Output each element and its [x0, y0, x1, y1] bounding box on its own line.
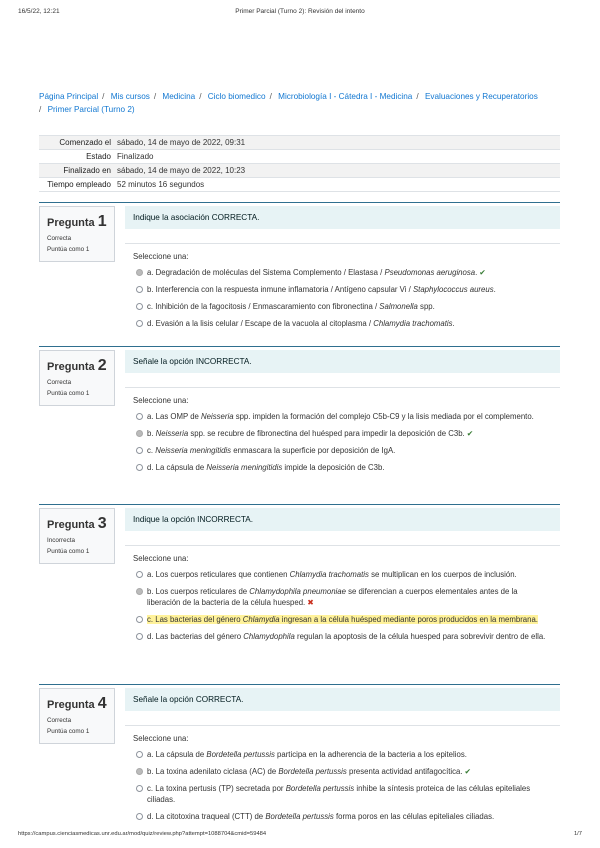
question-state: Incorrecta: [47, 537, 75, 544]
question-state: Correcta: [47, 379, 72, 386]
summary-row: [39, 136, 560, 150]
print-footer: [0, 831, 600, 843]
answer-option[interactable]: c. La toxina pertusis (TP) secretada por Bordetella pertussis inhibe la síntesis proteica de las células epiteliales ciliadas.: [133, 783, 552, 805]
question-number: Pregunta 2: [47, 357, 107, 374]
radio[interactable]: [136, 633, 143, 640]
answer-prompt: Seleccione una:: [133, 554, 189, 563]
summary-value: sábado, 14 de mayo de 2022, 09:31: [117, 138, 246, 147]
print-url: https://campus.cienciasmedicas.unr.edu.ar/mod/quiz/review.php?attempt=1088704&cmid=59484: [18, 831, 267, 837]
breadcrumb-evaluaciones[interactable]: Evaluaciones y Recuperatorios: [424, 92, 538, 101]
question-4: [39, 688, 560, 828]
radio[interactable]: [136, 751, 143, 758]
answer-list: [125, 244, 560, 329]
summary-row: [39, 178, 560, 192]
question-info: [39, 206, 115, 262]
print-title: Primer Parcial (Turno 2): Revisión del intento: [235, 8, 365, 15]
question-state: Correcta: [47, 235, 72, 242]
summary-label: Estado: [86, 152, 111, 161]
question-divider: [39, 684, 560, 685]
question-divider: [39, 346, 560, 347]
radio[interactable]: [136, 464, 143, 471]
question-1: [39, 206, 560, 342]
question-grade: Puntúa como 1: [47, 548, 90, 555]
question-text: Señale la opción INCORRECTA.: [125, 350, 560, 373]
question-info: [39, 688, 115, 744]
radio-selected[interactable]: [136, 768, 143, 775]
question-text: Indique la opción INCORRECTA.: [125, 508, 560, 531]
question-state: Correcta: [47, 717, 72, 724]
summary-label: Finalizado en: [63, 166, 111, 175]
check-icon: ✔: [479, 268, 486, 277]
breadcrumb-parcial[interactable]: Primer Parcial (Turno 2): [47, 105, 135, 114]
breadcrumb-microbiologia[interactable]: Microbiología I - Cátedra I - Medicina: [278, 92, 413, 101]
question-2: [39, 350, 560, 500]
question-divider: [39, 504, 560, 505]
radio[interactable]: [136, 286, 143, 293]
question-number: Pregunta 4: [47, 695, 107, 712]
answer-option-correct[interactable]: [133, 614, 552, 625]
answer-option[interactable]: b. Interferencia con la respuesta inmune inflamatoria / Antígeno capsular Vi / Staphylococcus aureus.: [133, 284, 552, 295]
question-content: [125, 350, 560, 479]
breadcrumb-mis-cursos[interactable]: Mis cursos: [110, 92, 150, 101]
answer-option[interactable]: c. Neisseria meningitidis enmascara la superficie por deposición de IgA.: [133, 445, 552, 456]
print-header: [0, 8, 600, 20]
radio[interactable]: [136, 303, 143, 310]
answer-option[interactable]: d. Las bacterias del género Chlamydophila regulan la apoptosis de la célula huesped para sobrevivir dentro de ella.: [133, 631, 552, 642]
answer-prompt: Seleccione una:: [133, 734, 189, 743]
question-3: [39, 508, 560, 680]
summary-label: Comenzado el: [59, 138, 111, 147]
breadcrumb: Página Principal / Mis cursos / Medicina / Ciclo biomedico / Microbiología I - Cátedra I - Medicina / Evaluaciones y Recuperatorios / Primer Parcial (Turno 2): [39, 92, 538, 114]
print-page-number: 1/7: [573, 831, 582, 837]
radio-selected[interactable]: [136, 430, 143, 437]
question-text: Indique la asociación CORRECTA.: [125, 206, 560, 229]
radio[interactable]: [136, 320, 143, 327]
answer-option[interactable]: b. Los cuerpos reticulares de Chlamydophila pneumoniae se diferencian a cuerpos elementales antes de la liberación de la bacteria de la célula huesped. ✖: [133, 586, 552, 608]
answer-option[interactable]: a. Las OMP de Neisseria spp. impiden la formación del complejo C5b-C9 y la lisis mediada por el complemento.: [133, 411, 552, 422]
breadcrumb-ciclo[interactable]: Ciclo biomedico: [207, 92, 266, 101]
question-divider: [39, 202, 560, 203]
answer-option[interactable]: d. La citotoxina traqueal (CTT) de Bordetella pertussis forma poros en las células epiteliales ciliadas.: [133, 811, 552, 822]
answer-list: [125, 726, 560, 822]
check-icon: ✔: [466, 429, 474, 438]
answer-list: [125, 388, 560, 473]
summary-label: Tiempo empleado: [47, 180, 111, 189]
question-content: [125, 508, 560, 648]
radio[interactable]: [136, 413, 143, 420]
question-text: Señale la opción CORRECTA.: [125, 688, 560, 711]
question-number: Pregunta 3: [47, 515, 107, 532]
answer-option[interactable]: a. La cápsula de Bordetella pertussis participa en la adherencia de la bacteria a los epitelios.: [133, 749, 552, 760]
question-content: [125, 688, 560, 828]
answer-option[interactable]: b. La toxina adenilato ciclasa (AC) de Bordetella pertussis presenta actividad antifagocítica. ✔: [133, 766, 552, 777]
breadcrumb-medicina[interactable]: Medicina: [162, 92, 196, 101]
summary-row: [39, 150, 560, 164]
question-info: [39, 508, 115, 564]
answer-list: [125, 546, 560, 642]
answer-option[interactable]: c. Inhibición de la fagocitosis / Enmascaramiento con fibronectina / Salmonella spp.: [133, 301, 552, 312]
question-number: Pregunta 1: [47, 213, 107, 230]
breadcrumb-home[interactable]: Página Principal: [39, 92, 99, 101]
radio[interactable]: [136, 785, 143, 792]
answer-option[interactable]: d. La cápsula de Neisseria meningitidis impide la deposición de C3b.: [133, 462, 552, 473]
answer-option[interactable]: a. Degradación de moléculas del Sistema Complemento / Elastasa / Pseudomonas aeruginosa. ✔: [133, 267, 552, 278]
cross-icon: ✖: [307, 598, 314, 607]
summary-value: Finalizado: [117, 152, 154, 161]
correct-highlight: c. Las bacterias del género Chlamydia ingresan a la célula huésped mediante poros producidos en la membrana.: [147, 615, 538, 624]
summary-value: sábado, 14 de mayo de 2022, 10:23: [117, 166, 246, 175]
radio[interactable]: [136, 813, 143, 820]
print-datetime: 16/5/22, 12:21: [18, 8, 60, 15]
question-grade: Puntúa como 1: [47, 390, 90, 397]
answer-option[interactable]: b. Neisseria spp. se recubre de fibronectina del huésped para impedir la deposición de C3b. ✔: [133, 428, 552, 439]
radio[interactable]: [136, 571, 143, 578]
answer-option[interactable]: a. Los cuerpos reticulares que contienen Chlamydia trachomatis se multiplican en los cuerpos de inclusión.: [133, 569, 552, 580]
attempt-summary: [39, 135, 560, 192]
summary-row: [39, 164, 560, 178]
radio[interactable]: [136, 616, 143, 623]
summary-value: 52 minutos 16 segundos: [117, 180, 205, 189]
radio-selected[interactable]: [136, 269, 143, 276]
answer-prompt: Seleccione una:: [133, 252, 189, 261]
question-info: [39, 350, 115, 406]
check-icon: ✔: [464, 767, 472, 776]
radio[interactable]: [136, 447, 143, 454]
question-grade: Puntúa como 1: [47, 728, 90, 735]
answer-option[interactable]: d. Evasión a la lisis celular / Escape de la vacuola al citoplasma / Chlamydia trachomatis.: [133, 318, 552, 329]
answer-prompt: Seleccione una:: [133, 396, 189, 405]
question-grade: Puntúa como 1: [47, 246, 90, 253]
question-content: [125, 206, 560, 335]
radio-selected[interactable]: [136, 588, 143, 595]
